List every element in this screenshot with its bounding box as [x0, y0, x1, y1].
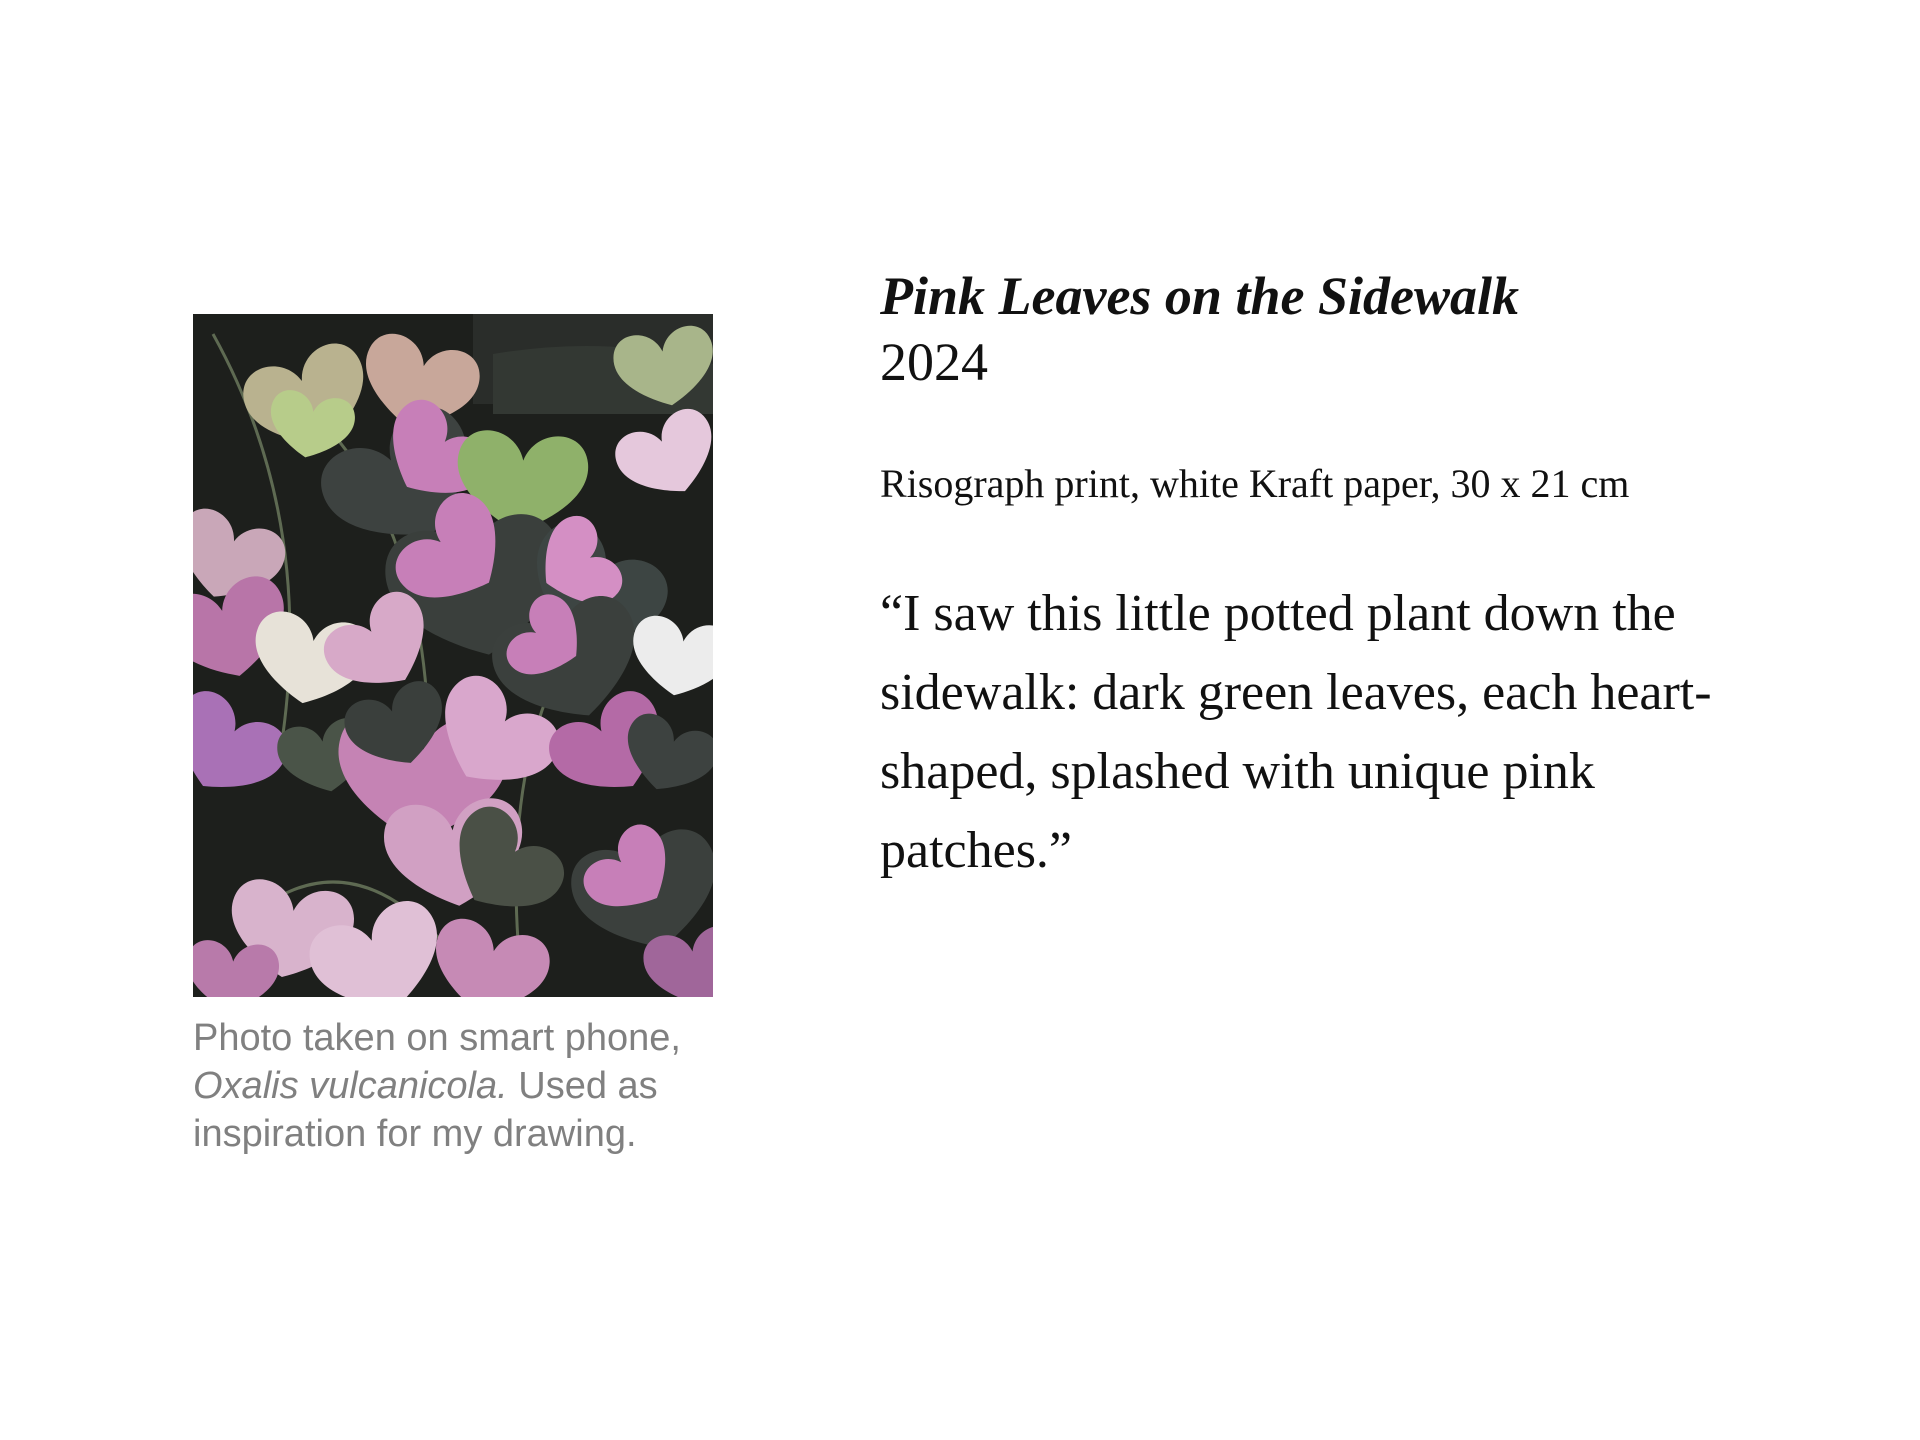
artist-quote: “I saw this little potted plant down the sidewalk: dark green leaves, each heart-shaped, splashed with unique pink patches.” [880, 585, 1712, 879]
artwork-year: 2024 [880, 332, 988, 392]
caption-text-end: Used as inspiration for my drawing. [193, 1065, 658, 1155]
caption-text-start: Photo taken on smart phone, [193, 1017, 681, 1059]
caption-species: Oxalis vulcanicola. [193, 1065, 508, 1107]
artwork-medium: Risograph print, white Kraft paper, 30 x 21 cm [880, 461, 1630, 506]
artwork-info [880, 262, 1840, 890]
artwork-title: Pink Leaves on the Sidewalk [880, 266, 1519, 326]
photo-caption [193, 1014, 733, 1158]
oxalis-photo [193, 314, 713, 997]
